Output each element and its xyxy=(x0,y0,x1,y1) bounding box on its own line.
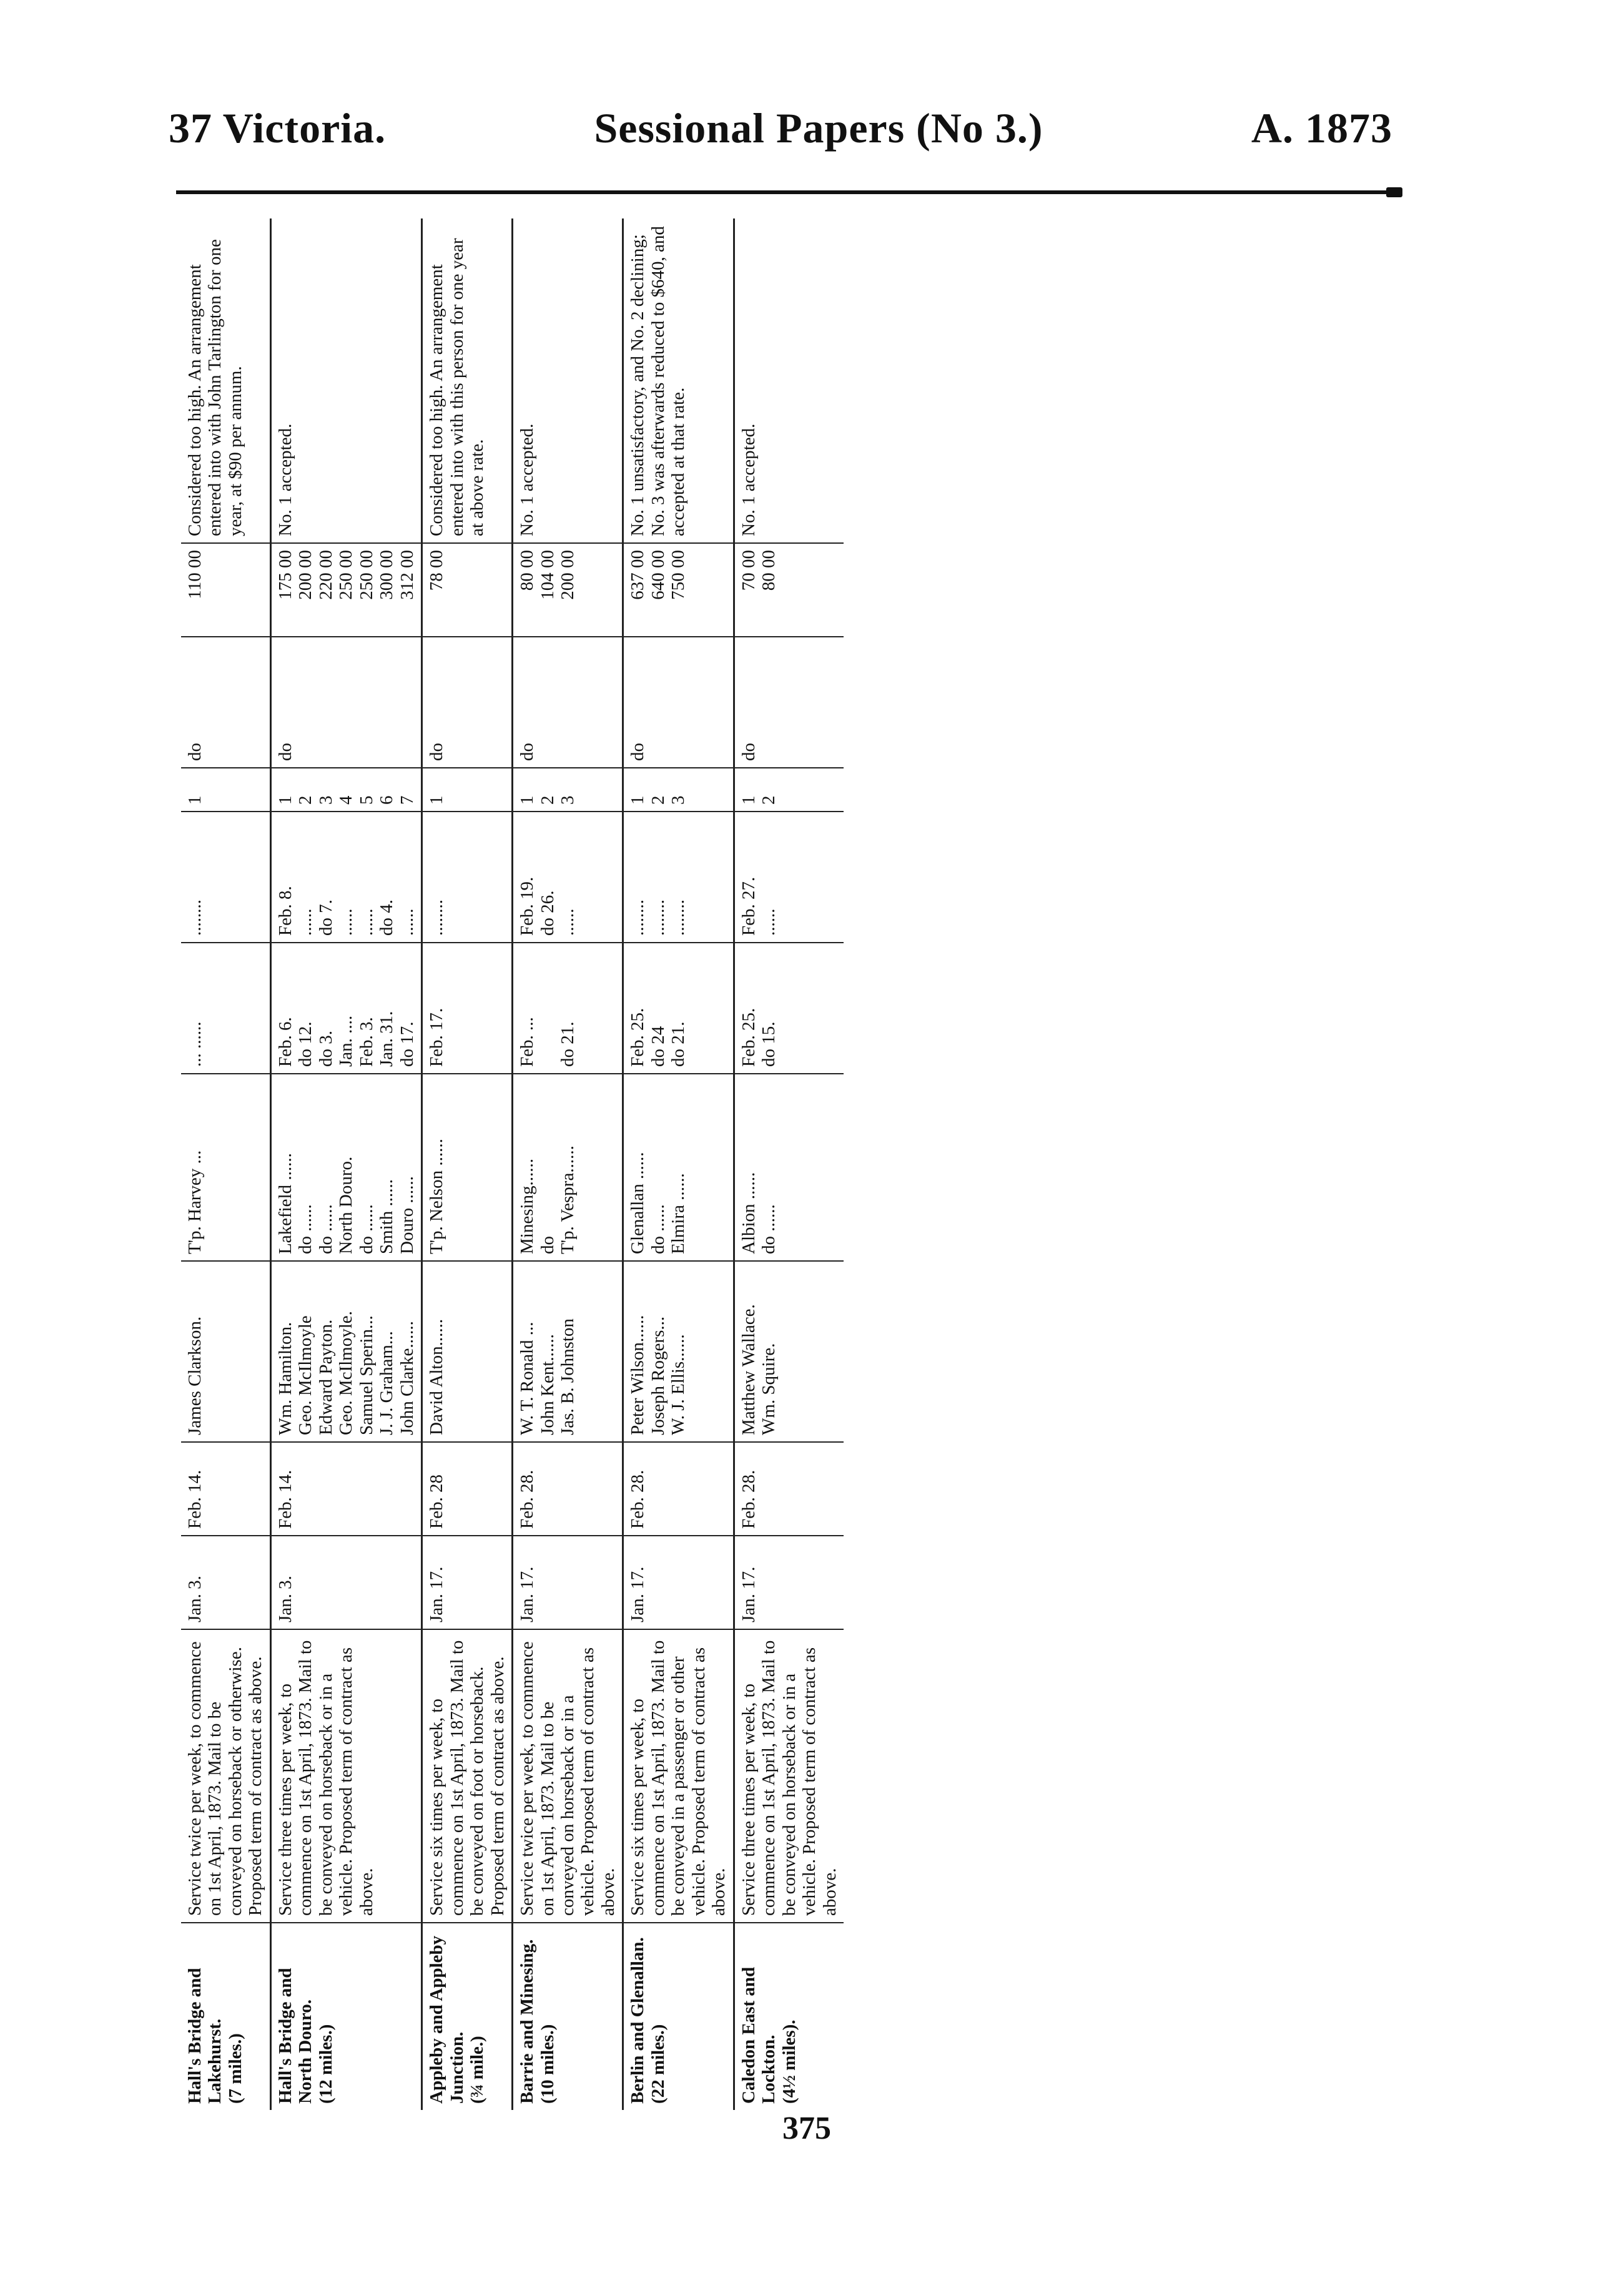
tenderer-residence: Minesing...... xyxy=(517,1158,538,1254)
tenders-received-cell xyxy=(734,1442,844,1536)
remarks: No. 1 accepted. xyxy=(275,423,295,536)
route-group xyxy=(422,218,513,2110)
route-name: Barrie and Minesing. xyxy=(517,1939,538,2104)
advertised-cell xyxy=(623,1536,734,1629)
route-name: Appleby and Appleby Junction. xyxy=(426,1935,467,2104)
page-number: 375 xyxy=(782,2111,831,2146)
tender-number: 1 xyxy=(275,795,295,805)
tenders-received-cell xyxy=(422,1442,513,1536)
tenderer-name: Joseph Rogers... xyxy=(648,1316,668,1435)
tender-number: 1 xyxy=(738,795,759,805)
tender-number: 1 xyxy=(426,795,447,805)
tender-number: 4 xyxy=(336,795,357,805)
advertised-cell xyxy=(422,1536,513,1629)
rate-ditto-cell xyxy=(513,637,623,768)
tenderer-name: Peter Wilson...... xyxy=(628,1315,648,1435)
service-cell xyxy=(422,1629,513,1923)
tenderer-name: W. J. Ellis...... xyxy=(668,1334,689,1435)
tenders-received-cell xyxy=(513,1442,623,1536)
advertised-date: Jan. 3. xyxy=(275,1576,295,1622)
rate-ditto: do xyxy=(628,743,648,761)
tender-amount: 250 00 xyxy=(336,550,357,600)
route-cell xyxy=(270,1923,421,2110)
tender-number: 3 xyxy=(557,795,578,805)
service-description: Service six times per week, to commence on 1st April, 1873. Mail to be conveyed on foot or horseback. Proposed term of contract as above. xyxy=(426,1640,508,1916)
route-length: (12 miles.) xyxy=(315,2024,336,2104)
date-posted: do 3. xyxy=(315,1031,336,1067)
tenderer-name: Geo. McIlmoyle. xyxy=(336,1311,357,1435)
advertised-cell xyxy=(734,1536,844,1629)
rotated-table-frame xyxy=(181,218,1293,2110)
tenders-received-date: Feb. 14. xyxy=(185,1469,205,1529)
date-received: do 7. xyxy=(315,900,336,936)
rate-ditto: do xyxy=(426,743,447,761)
date-received-cell xyxy=(513,812,623,943)
date-received: do 26. xyxy=(537,890,558,936)
advertised-date: Jan. 3. xyxy=(185,1576,205,1622)
remarks-cell xyxy=(623,218,734,543)
tender-number: 1 xyxy=(628,795,648,805)
date-posted: Feb. 6. xyxy=(275,1017,295,1067)
route-length: (10 miles.) xyxy=(537,2024,558,2104)
tenderer-name: Edward Payton. xyxy=(315,1319,336,1435)
service-description: Service six times per week, to commence on 1st April, 1873. Mail to be conveyed in a passenger or other vehicle. Proposed term of contract as above. xyxy=(628,1640,729,1916)
tenderer-name: Wm. Hamilton. xyxy=(275,1322,295,1435)
tender-number: 3 xyxy=(315,795,336,805)
tenderer-name: Jas. B. Johnston xyxy=(557,1318,578,1435)
header-session: 37 Victoria. xyxy=(169,104,387,152)
tender-amount: 78 00 xyxy=(426,550,447,591)
tenderer-name: Geo. McIlmoyle xyxy=(295,1315,316,1435)
tender-number: 2 xyxy=(759,795,779,805)
route-group xyxy=(181,218,270,2110)
service-cell xyxy=(513,1629,623,1923)
tender-amount: 80 00 xyxy=(759,550,779,591)
tenderer-residence-cell xyxy=(623,1074,734,1261)
route-group xyxy=(513,218,623,2110)
route-name: Hall's Bridge and Lakehurst. xyxy=(185,1968,225,2104)
date-received: ........ xyxy=(426,900,447,936)
tenderer-name: W. T. Ronald ... xyxy=(517,1322,538,1435)
route-length: (22 miles.) xyxy=(648,2024,668,2104)
date-posted xyxy=(538,949,558,1067)
tenders-received-date: Feb. 28. xyxy=(517,1469,538,1529)
tender-amount-cell xyxy=(270,543,421,637)
date-received: ........ xyxy=(628,900,648,936)
rate-ditto-cell xyxy=(734,637,844,768)
tender-number: 5 xyxy=(356,795,377,805)
tenders-received-date: Feb. 28. xyxy=(738,1469,759,1529)
service-cell xyxy=(181,1629,270,1923)
mail-contract-table xyxy=(181,218,844,2110)
tenderer-residence: T'p. Harvey ... xyxy=(185,1150,205,1254)
route-cell xyxy=(623,1923,734,2110)
date-received-cell xyxy=(734,812,844,943)
tenderer-residence-cell xyxy=(181,1074,270,1261)
tenderer-residence: do ...... xyxy=(356,1204,377,1254)
date-posted: Jan. .... xyxy=(336,1015,357,1067)
date-posted: do 24 xyxy=(648,1026,668,1067)
rate-ditto-cell xyxy=(181,637,270,768)
route-cell xyxy=(513,1923,623,2110)
tender-number-cell xyxy=(181,768,270,812)
tenderer-residence: Lakefield ...... xyxy=(275,1153,295,1254)
date-posted-cell xyxy=(270,943,421,1074)
tenders-received-date: Feb. 28. xyxy=(628,1469,648,1529)
remarks-cell xyxy=(734,218,844,543)
rate-ditto-cell xyxy=(623,637,734,768)
date-received: ...... xyxy=(557,908,578,936)
route-length: (4½ miles). xyxy=(779,2019,799,2104)
tenderer-name: Samuel Sperin... xyxy=(356,1315,377,1435)
tender-amount-cell xyxy=(422,543,513,637)
tender-amount: 70 00 xyxy=(738,550,759,591)
remarks: Considered too high. An arrangement entered into with John Tarlington for one year, at $90 per annum. xyxy=(185,239,245,536)
header-title: Sessional Papers (No 3.) xyxy=(594,104,1043,152)
rate-ditto xyxy=(316,644,336,761)
header-rule xyxy=(176,190,1394,194)
rate-ditto: do xyxy=(738,743,759,761)
tenderer-name-cell xyxy=(422,1261,513,1442)
rate-ditto xyxy=(538,644,558,761)
date-received: ........ xyxy=(185,900,205,936)
tenderer-residence: T'p. Nelson ...... xyxy=(426,1139,447,1254)
tender-amount: 200 00 xyxy=(295,550,316,600)
route-name: Hall's Bridge and North Douro. xyxy=(275,1968,316,2104)
rate-ditto xyxy=(668,644,688,761)
tenders-received-cell xyxy=(623,1442,734,1536)
tender-number-cell xyxy=(734,768,844,812)
tenderer-name: David Alton...... xyxy=(426,1318,447,1435)
remarks: No. 1 accepted. xyxy=(517,423,538,536)
header-year: A. 1873 xyxy=(1251,104,1392,152)
remarks: Considered too high. An arrangement entered into with this person for one year at above rate. xyxy=(426,238,488,536)
tenderer-residence-cell xyxy=(270,1074,421,1261)
tenderer-residence-cell xyxy=(513,1074,623,1261)
service-description: Service three times per week, to commence on 1st April, 1873. Mail to be conveyed on horseback or in a vehicle. Proposed term of contract as above. xyxy=(738,1640,840,1916)
tender-amount: 750 00 xyxy=(668,550,689,600)
rate-ditto xyxy=(397,644,417,761)
date-posted: do 15. xyxy=(759,1021,779,1067)
rate-ditto xyxy=(295,644,315,761)
route-cell xyxy=(422,1923,513,2110)
tender-amount: 640 00 xyxy=(648,550,668,600)
tender-number: 1 xyxy=(517,795,538,805)
tenderer-residence-cell xyxy=(734,1074,844,1261)
tenderer-name: John Kent...... xyxy=(537,1334,558,1435)
remarks: No. 1 accepted. xyxy=(738,423,759,536)
advertised-cell xyxy=(270,1536,421,1629)
remarks-cell xyxy=(181,218,270,543)
tender-number-cell xyxy=(270,768,421,812)
route-length: (¾ mile.) xyxy=(467,2036,488,2104)
tender-number-cell xyxy=(422,768,513,812)
rate-ditto: do xyxy=(275,743,295,761)
date-received: do 4. xyxy=(377,900,397,936)
tenderer-name-cell xyxy=(623,1261,734,1442)
tender-number: 2 xyxy=(648,795,668,805)
advertised-cell xyxy=(181,1536,270,1629)
date-received: ...... xyxy=(397,908,417,936)
rate-ditto xyxy=(336,644,356,761)
date-received: ........ xyxy=(668,900,689,936)
rate-ditto xyxy=(558,644,578,761)
tender-amount: 80 00 xyxy=(517,550,538,591)
advertised-cell xyxy=(513,1536,623,1629)
date-received: ...... xyxy=(336,908,357,936)
page-header xyxy=(169,94,1392,162)
date-posted-cell xyxy=(513,943,623,1074)
date-posted: do 17. xyxy=(397,1021,417,1067)
date-received: Feb. 19. xyxy=(517,876,538,936)
rate-ditto xyxy=(357,644,377,761)
tenderer-residence-cell xyxy=(422,1074,513,1261)
route-group xyxy=(734,218,844,2110)
tenders-received-cell xyxy=(270,1442,421,1536)
date-posted: do 21. xyxy=(557,1021,578,1067)
tender-amount: 175 00 xyxy=(275,550,295,600)
remarks-cell xyxy=(270,218,421,543)
tenders-received-date: Feb. 28 xyxy=(426,1474,447,1529)
tender-amount: 637 00 xyxy=(628,550,648,600)
tender-amount-cell xyxy=(513,543,623,637)
date-received: ...... xyxy=(356,908,377,936)
remarks: No. 1 unsatisfactory, and No. 2 declining; No. 3 was afterwards reduced to $640, and accepted at that rate. xyxy=(628,226,689,536)
tender-amount: 300 00 xyxy=(377,550,397,600)
date-posted: ... ...... xyxy=(185,1021,205,1067)
date-received: ...... xyxy=(759,908,779,936)
service-description: Service twice per week, to commence on 1st April, 1873. Mail to be conveyed on horseback or in a vehicle. Proposed term of contract as above. xyxy=(517,1641,618,1916)
route-name: Berlin and Glenallan. xyxy=(628,1937,648,2104)
rate-ditto xyxy=(648,644,668,761)
date-received: Feb. 27. xyxy=(738,876,759,936)
date-posted: Feb. 25. xyxy=(738,1008,759,1067)
tender-number-cell xyxy=(623,768,734,812)
route-group xyxy=(623,218,734,2110)
tenders-received-cell xyxy=(181,1442,270,1536)
date-received-cell xyxy=(623,812,734,943)
tenderer-residence: Glenallan ...... xyxy=(628,1152,648,1254)
tenderer-residence: Smith ...... xyxy=(377,1179,397,1254)
rate-ditto-cell xyxy=(270,637,421,768)
tenderer-name-cell xyxy=(270,1261,421,1442)
rate-ditto xyxy=(759,644,779,761)
rate-ditto: do xyxy=(517,743,538,761)
date-posted: Feb. 17. xyxy=(426,1008,447,1067)
date-received: ........ xyxy=(648,900,668,936)
tenderer-residence: Elmira ...... xyxy=(668,1173,689,1254)
date-received-cell xyxy=(422,812,513,943)
table-body xyxy=(181,218,844,2110)
route-cell xyxy=(181,1923,270,2110)
service-cell xyxy=(734,1629,844,1923)
route-cell xyxy=(734,1923,844,2110)
tenderer-name: Matthew Wallace. xyxy=(738,1304,759,1435)
tenderer-residence: do ...... xyxy=(648,1204,668,1254)
tenderer-residence: T'p. Vespra...... xyxy=(557,1146,578,1254)
remarks-cell xyxy=(513,218,623,543)
tender-amount: 312 00 xyxy=(397,550,417,600)
tenderer-name: J. J. Graham... xyxy=(377,1331,397,1435)
remarks-cell xyxy=(422,218,513,543)
service-description: Service three times per week, to commence on 1st April, 1873. Mail to be conveyed on horseback or in a vehicle. Proposed term of contract as above. xyxy=(275,1640,377,1916)
tenderer-residence: do ...... xyxy=(315,1204,336,1254)
tender-number: 3 xyxy=(668,795,689,805)
tender-amount: 104 00 xyxy=(537,550,558,600)
tenderer-name-cell xyxy=(513,1261,623,1442)
date-posted-cell xyxy=(623,943,734,1074)
tender-number-cell xyxy=(513,768,623,812)
advertised-date: Jan. 17. xyxy=(426,1566,447,1622)
tenderer-name-cell xyxy=(734,1261,844,1442)
tender-amount: 250 00 xyxy=(356,550,377,600)
tender-number: 1 xyxy=(185,795,205,805)
tender-amount: 200 00 xyxy=(557,550,578,600)
rate-ditto: do xyxy=(185,743,205,761)
tender-number: 6 xyxy=(377,795,397,805)
rate-ditto-cell xyxy=(422,637,513,768)
rate-ditto xyxy=(377,644,397,761)
date-posted: do 12. xyxy=(295,1021,316,1067)
tenderer-name: John Clarke...... xyxy=(397,1321,417,1435)
advertised-date: Jan. 17. xyxy=(628,1566,648,1622)
tender-amount-cell xyxy=(623,543,734,637)
route-group xyxy=(270,218,421,2110)
advertised-date: Jan. 17. xyxy=(738,1566,759,1622)
tender-amount: 110 00 xyxy=(185,550,205,599)
tenderer-name: Wm. Squire. xyxy=(759,1343,779,1435)
tender-number: 7 xyxy=(397,795,417,805)
tender-amount-cell xyxy=(734,543,844,637)
date-posted: do 21. xyxy=(668,1021,689,1067)
route-length: (7 miles.) xyxy=(225,2033,245,2104)
service-cell xyxy=(270,1629,421,1923)
tender-number: 2 xyxy=(537,795,558,805)
tenderer-residence: do ...... xyxy=(759,1204,779,1254)
tenderer-residence: Douro ...... xyxy=(397,1176,417,1254)
tenderer-residence: do ...... xyxy=(295,1204,316,1254)
date-posted: Feb. 3. xyxy=(356,1017,377,1067)
date-posted-cell xyxy=(734,943,844,1074)
advertised-date: Jan. 17. xyxy=(517,1566,538,1622)
date-received-cell xyxy=(181,812,270,943)
date-posted: Feb. ... xyxy=(517,1017,538,1067)
tenders-received-date: Feb. 14. xyxy=(275,1469,295,1529)
tenderer-name-cell xyxy=(181,1261,270,1442)
tenderer-name: James Clarkson. xyxy=(185,1316,205,1435)
date-posted-cell xyxy=(181,943,270,1074)
date-posted: Jan. 31. xyxy=(377,1011,397,1067)
date-received: ...... xyxy=(295,908,316,936)
date-posted-cell xyxy=(422,943,513,1074)
tenderer-residence: Albion ...... xyxy=(738,1172,759,1254)
tender-amount: 220 00 xyxy=(315,550,336,600)
tender-amount-cell xyxy=(181,543,270,637)
date-posted: Feb. 25. xyxy=(628,1008,648,1067)
tenderer-residence: do xyxy=(537,1236,558,1254)
tender-number: 2 xyxy=(295,795,316,805)
route-name: Caledon East and Lockton. xyxy=(738,1966,779,2104)
service-description: Service twice per week, to commence on 1st April, 1873. Mail to be conveyed on horseback or otherwise. Proposed term of contract as above. xyxy=(185,1641,266,1916)
date-received-cell xyxy=(270,812,421,943)
tenderer-residence: North Douro. xyxy=(336,1156,357,1254)
date-received: Feb. 8. xyxy=(275,886,295,936)
service-cell xyxy=(623,1629,734,1923)
